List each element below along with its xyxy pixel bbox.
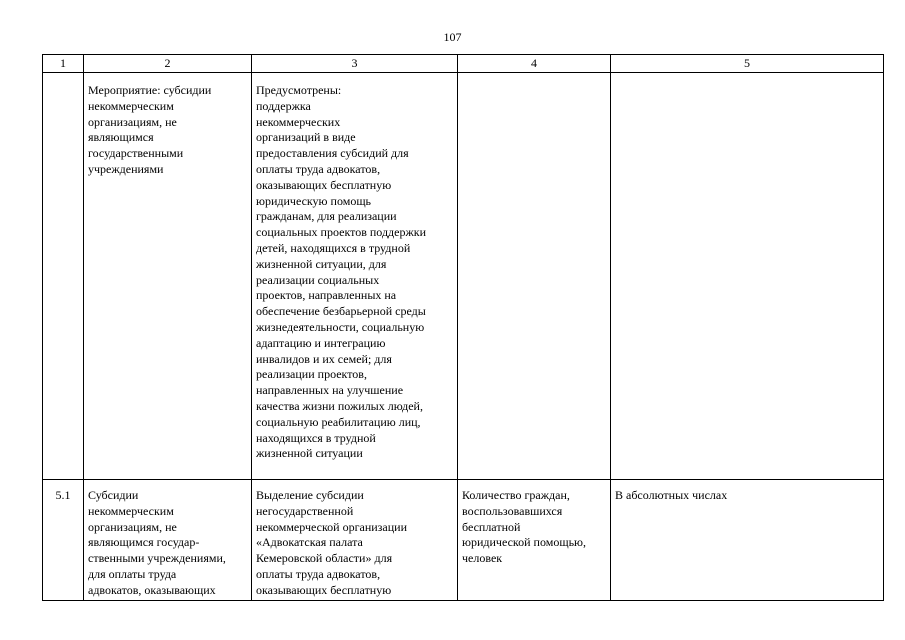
indicators-table bbox=[42, 54, 884, 601]
measure-name-cell: Субсидии некоммерческим организациям, не являющимся государ- ственными учреждениями, для оплаты труда адвокатов, оказывающих bbox=[84, 480, 252, 601]
table-row bbox=[43, 73, 884, 480]
indicator-cell bbox=[458, 73, 611, 480]
unit-cell: В абсолютных числах bbox=[611, 480, 884, 601]
row-number-cell bbox=[43, 73, 84, 480]
column-header-4: 4 bbox=[458, 55, 611, 73]
row-number-cell: 5.1 bbox=[43, 480, 84, 601]
measure-description-cell: Предусмотрены: поддержка некоммерческих организаций в виде предоставления субсидий для оплаты труда адвокатов, оказывающих бесплатную юридическую помощь гражданам, для реализации социальных проектов поддержки детей, находящихся в трудной жизненной ситуации, для реализации социальных проектов, направленных на обеспечение безбарьерной среды жизнедеятельности, социальную адаптацию и интеграцию инвалидов и их семей; для реализации проектов, направленных на улучшение качества жизни пожилых людей, социальную реабилитацию лиц, находящихся в трудной жизненной ситуации bbox=[252, 73, 458, 480]
column-header-3: 3 bbox=[252, 55, 458, 73]
page-number: 107 bbox=[443, 30, 462, 44]
unit-cell bbox=[611, 73, 884, 480]
indicator-cell: Количество граждан, воспользовавшихся бесплатной юридической помощью, человек bbox=[458, 480, 611, 601]
column-header-2: 2 bbox=[84, 55, 252, 73]
table-row bbox=[43, 480, 884, 601]
measure-name-cell: Мероприятие: субсидии некоммерческим организациям, не являющимся государственными учреждениями bbox=[84, 73, 252, 480]
measure-description-cell: Выделение субсидии негосударственной некоммерческой организации «Адвокатская палата Кемеровской области» для оплаты труда адвокатов, оказывающих бесплатную bbox=[252, 480, 458, 601]
column-header-1: 1 bbox=[43, 55, 84, 73]
column-header-5: 5 bbox=[611, 55, 884, 73]
table-header-row bbox=[43, 55, 884, 73]
